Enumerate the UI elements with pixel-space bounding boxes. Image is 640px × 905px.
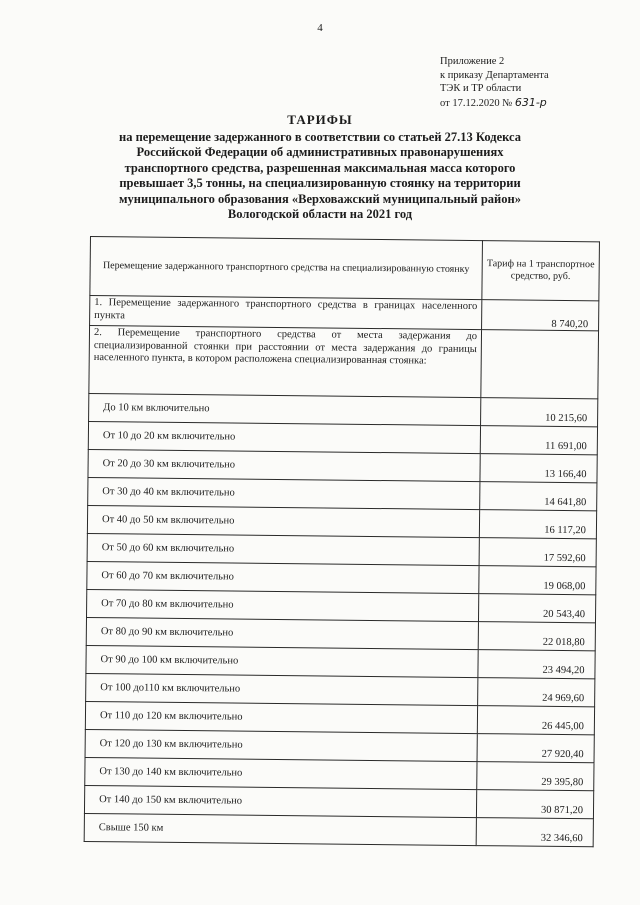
table-row bbox=[84, 813, 593, 846]
appendix-line-3: ТЭК и ТР области bbox=[440, 83, 522, 94]
row2-value-empty bbox=[481, 330, 599, 399]
band-value: 20 543,40 bbox=[478, 594, 595, 623]
tariff-table bbox=[84, 236, 600, 847]
band-value: 14 641,80 bbox=[480, 482, 597, 511]
appendix-line-1: Приложение 2 bbox=[440, 56, 505, 67]
row1-label: 1. Перемещение задержанного транспортного средства в границах населенного пункта bbox=[90, 296, 482, 330]
band-label: От 80 до 90 км включительно bbox=[86, 617, 478, 649]
band-value: 17 592,60 bbox=[479, 538, 596, 567]
band-value: 19 068,00 bbox=[479, 566, 596, 595]
band-label: От 110 до 120 км включительно bbox=[85, 701, 477, 733]
title-line: муниципального образования «Верховажский муниципальный район» bbox=[119, 191, 521, 206]
band-label: От 100 до110 км включительно bbox=[86, 673, 478, 705]
band-label: От 20 до 30 км включительно bbox=[88, 449, 480, 481]
band-label: От 130 до 140 км включительно bbox=[85, 757, 477, 789]
band-value: 22 018,80 bbox=[478, 622, 595, 651]
band-label: От 50 до 60 км включительно bbox=[87, 533, 479, 565]
band-label: От 140 до 150 км включительно bbox=[84, 785, 476, 817]
title-heading: ТАРИФЫ bbox=[287, 112, 353, 127]
row1-value: 8 740,20 bbox=[482, 300, 599, 331]
band-label: От 30 до 40 км включительно bbox=[88, 477, 480, 509]
table-row bbox=[89, 326, 599, 399]
band-value: 26 445,00 bbox=[477, 706, 594, 735]
band-value: 11 691,00 bbox=[480, 426, 597, 455]
order-number-handwritten: 631-р bbox=[514, 95, 547, 109]
band-label: От 40 до 50 км включительно bbox=[87, 505, 479, 537]
band-value: 24 969,60 bbox=[478, 678, 595, 707]
band-value: 13 166,40 bbox=[480, 454, 597, 483]
band-label: До 10 км включительно bbox=[89, 393, 481, 425]
appendix-note bbox=[440, 55, 549, 110]
distance-bands bbox=[84, 393, 598, 846]
page-number: 4 bbox=[317, 22, 323, 34]
document-title bbox=[60, 112, 580, 223]
band-label: От 10 до 20 км включительно bbox=[88, 421, 480, 453]
appendix-line-4 bbox=[440, 96, 549, 111]
band-value: 16 117,20 bbox=[479, 510, 596, 539]
row2-label: 2. Перемещение транспортного средства от места задержания до специализированной стоянки при расстоянии от места задержания до границы населенного пункта, в котором расположена специализированная стоянка: bbox=[89, 326, 482, 398]
title-line: Вологодской области на 2021 год bbox=[227, 207, 413, 221]
band-value: 29 395,80 bbox=[477, 762, 594, 791]
band-label: От 120 до 130 км включительно bbox=[85, 729, 477, 761]
title-line: на перемещение задержанного в соответствии со статьей 27.13 Кодекса bbox=[119, 129, 521, 144]
band-value: 32 346,60 bbox=[476, 818, 593, 847]
title-line: превышает 3,5 тонны, на специализированную стоянку на территории bbox=[119, 176, 521, 190]
band-label: Свыше 150 км bbox=[84, 813, 476, 845]
band-label: От 70 до 80 км включительно bbox=[87, 589, 479, 621]
title-line: Российской Федерации об административных правонарушениях bbox=[136, 145, 504, 159]
header-tariff: Тариф на 1 транспортное средство, руб. bbox=[482, 241, 600, 301]
title-line: транспортного средства, разрешенная максимальная масса которого bbox=[124, 160, 516, 175]
band-label: От 60 до 70 км включительно bbox=[87, 561, 479, 593]
header-service: Перемещение задержанного транспортного средства на специализированную стоянку bbox=[90, 237, 483, 300]
band-value: 10 215,60 bbox=[481, 398, 598, 427]
appendix-date: от 17.12.2020 № bbox=[440, 97, 513, 109]
band-value: 23 494,20 bbox=[478, 650, 595, 679]
band-value: 30 871,20 bbox=[476, 790, 593, 819]
appendix-line-2: к приказу Департамента bbox=[440, 69, 549, 81]
band-value: 27 920,40 bbox=[477, 734, 594, 763]
band-label: От 90 до 100 км включительно bbox=[86, 645, 478, 677]
table-header-row bbox=[90, 237, 600, 301]
